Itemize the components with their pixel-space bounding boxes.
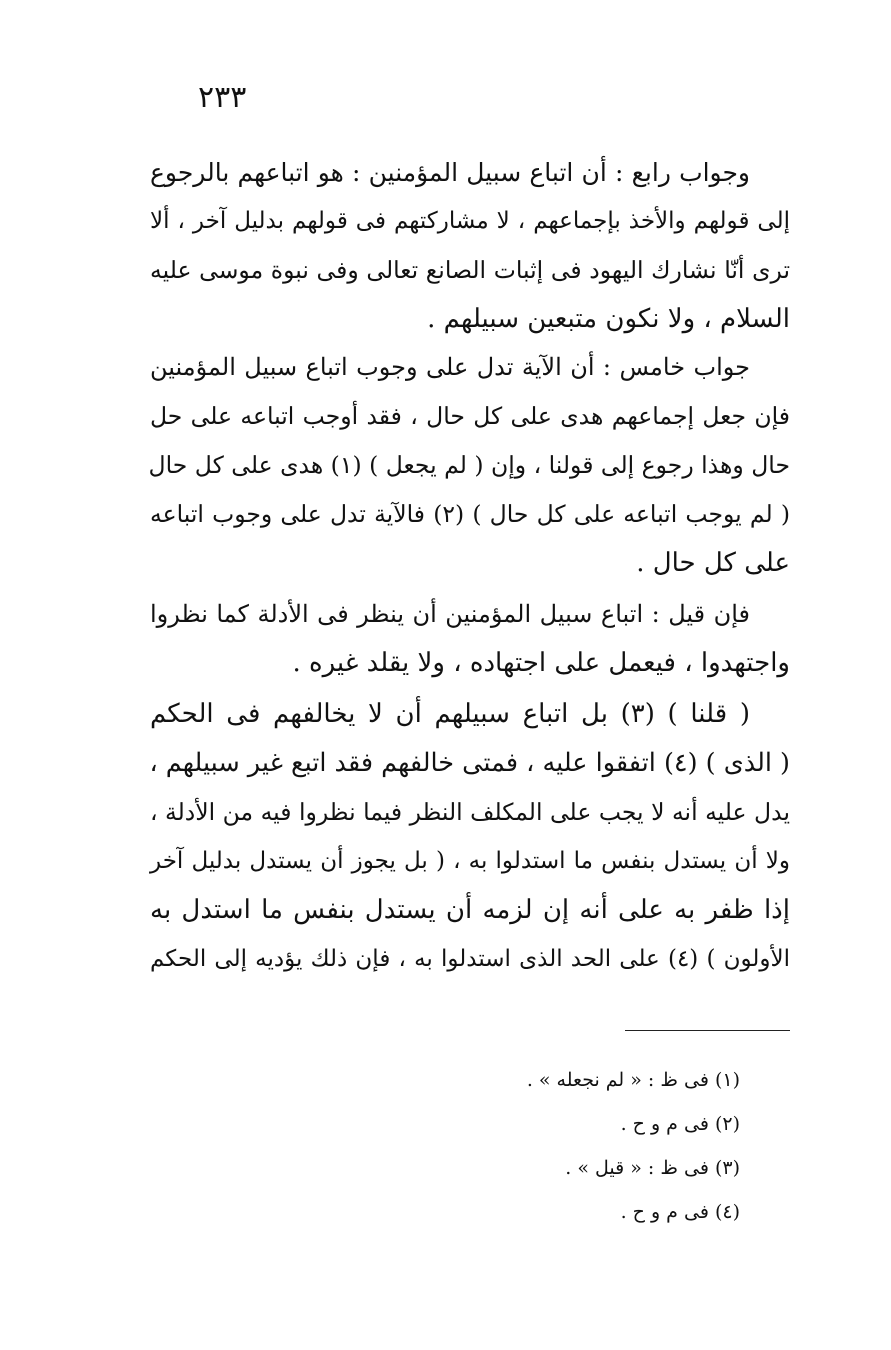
text-line: الأولون ) (٤) على الحد الذى استدلوا به ، فإن ذلك يؤديه إلى الحكم (150, 946, 790, 972)
footnote-separator (625, 1030, 790, 1031)
text-line: وجواب رابع : أن اتباع سبيل المؤمنين : هو اتباعهم بالرجوع (150, 158, 750, 187)
footnote-1: (١) فى ظ : « لم نجعله » . (526, 1069, 740, 1091)
text-line: إلى قولهم والأخذ بإجماعهم ، لا مشاركتهم فى قولهم بدليل آخر ، ألا (150, 208, 790, 234)
text-line: على كل حال . (636, 548, 790, 578)
text-line: حال وهذا رجوع إلى قولنا ، وإن ( لم يجعل ) (١) هدى على كل حال (148, 451, 790, 479)
text-line: يدل عليه أنه لا يجب على المكلف النظر فيما نظروا فيه من الأدلة ، (149, 798, 790, 826)
page-number: ٢٣٣ (198, 80, 247, 115)
paragraph-2 (150, 343, 790, 588)
text-line: فإن جعل إجماعهم هدى على كل حال ، فقد أوجب اتباعه على حل (150, 402, 790, 430)
paragraph-4 (150, 690, 790, 984)
text-line: جواب خامس : أن الآية تدل على وجوب اتباع سبيل المؤمنين (150, 353, 750, 381)
footnote-3: (٣) فى ظ : « قيل » . (565, 1157, 740, 1179)
footnote-4: (٤) فى م و ح . (620, 1201, 740, 1223)
text-line: ( الذى ) (٤) اتفقوا عليه ، فمتى خالفهم فقد اتبع غير سبيلهم ، (149, 748, 790, 778)
text-line: ترى أنّا نشارك اليهود فى إثبات الصانع تعالى وفى نبوة موسى عليه (150, 256, 790, 284)
footnotes (500, 1058, 740, 1234)
text-line: ( قلنا ) (٣) بل اتباع سبيلهم أن لا يخالفهم فى الحكم (150, 699, 750, 729)
paragraph-3 (150, 590, 790, 688)
text-line: السلام ، ولا نكون متبعين سبيلهم . (427, 304, 790, 334)
paragraph-1 (150, 148, 790, 344)
text-line: إذا ظفر به على أنه إن لزمه أن يستدل بنفس ما استدل به (150, 895, 790, 925)
text-line: فإن قيل : اتباع سبيل المؤمنين أن ينظر فى الأدلة كما نظروا (150, 600, 750, 628)
text-line: ولا أن يستدل بنفس ما استدلوا به ، ( بل يجوز أن يستدل بدليل آخر (150, 848, 790, 874)
footnote-2: (٢) فى م و ح . (620, 1113, 740, 1135)
text-line: ( لم يوجب اتباعه على كل حال ) (٢) فالآية تدل على وجوب اتباعه (150, 500, 790, 528)
text-line: واجتهدوا ، فيعمل على اجتهاده ، ولا يقلد غيره . (292, 648, 790, 678)
